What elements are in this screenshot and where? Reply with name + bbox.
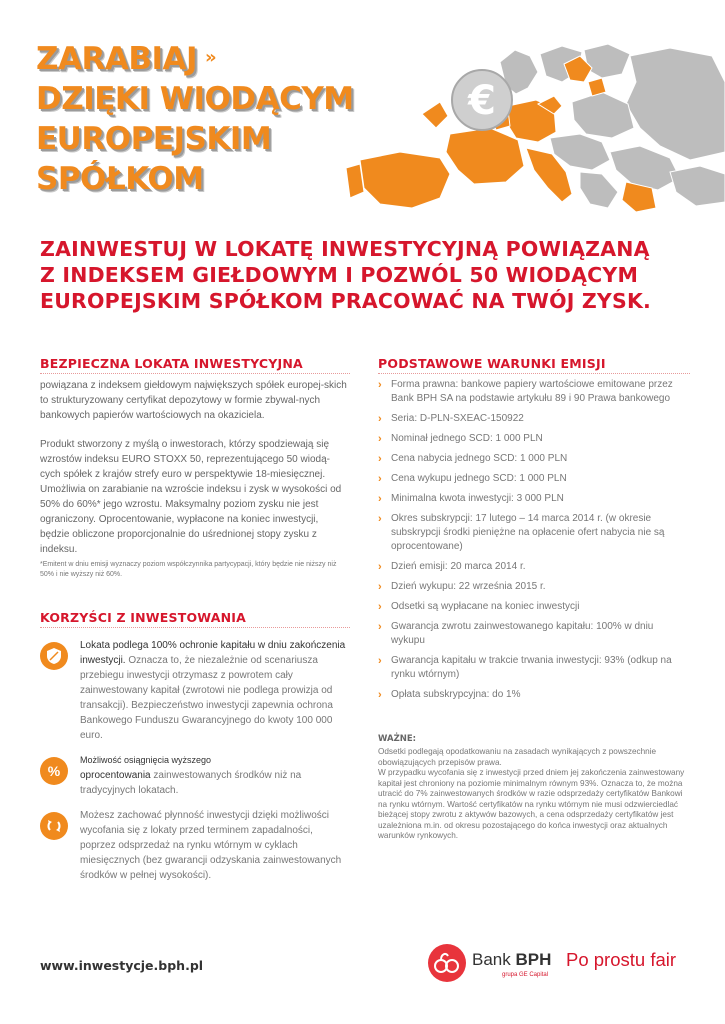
list-item: › Cena nabycia jednego SCD: 1 000 PLN [378, 453, 568, 465]
intro-paragraph: powiązana z indeksem giełdowym największych spółek europej-skich to strukturyzowany certyfikat depozytowy w formie zbywal-nych bankowych papierów wartościowych na okaziciela. [40, 380, 347, 421]
list-item: › Okres subskrypcji: 17 lutego – 14 marca 2014 r. (w okresie subskrypcji środki pieniężne na opłacenie ofert nabycia nie są oprocentowane) [378, 513, 665, 552]
chevron-right-icon: › [378, 689, 382, 701]
benefit-item-protection [40, 638, 350, 743]
important-paragraph-tax: Odsetki podlegają opodatkowaniu na zasadach wynikających z powszechnie obowiązujących przepisów prawa. [378, 747, 657, 767]
chevron-right-icon: › [378, 379, 382, 391]
hero-title-line-3: EUROPEJSKIM [36, 121, 272, 157]
list-item: › Opłata subskrypcyjna: do 1% [378, 689, 521, 701]
chevron-right-icon: › [378, 621, 382, 633]
hero-title-line-1: ZARABIAJ » [36, 41, 217, 77]
list-item: › Forma prawna: bankowe papiery wartościowe emitowane przez Bank BPH SA na podstawie artykułu 89 i 90 Prawa bankowego [378, 379, 673, 404]
chevron-right-icon: › [378, 453, 382, 465]
conditions-list [378, 378, 690, 702]
chevron-right-icon: › [378, 473, 382, 485]
europe-map-illustration [340, 42, 725, 217]
euro-coin-icon [452, 70, 512, 130]
list-item: › Minimalna kwota inwestycji: 3 000 PLN [378, 493, 564, 505]
section-title-safe-deposit: BEZPIECZNA LOKATA INWESTYCYJNA [40, 356, 350, 374]
headline [40, 236, 700, 314]
bph-logo-icon [428, 944, 466, 982]
chevron-right-icon: › [378, 413, 382, 425]
list-item: › Nominał jednego SCD: 1 000 PLN [378, 433, 543, 445]
list-item: › Cena wykupu jednego SCD: 1 000 PLN [378, 473, 567, 485]
bank-bph-logo [428, 944, 698, 992]
headline-line-3: EUROPEJSKIM SPÓŁKOM PRACOWAĆ NA TWÓJ ZYSK. [40, 289, 652, 313]
chevron-right-icon: › [378, 655, 382, 667]
section-title-conditions: PODSTAWOWE WARUNKI EMISJI [378, 356, 690, 374]
group-label: grupa GE Capital [502, 972, 549, 978]
benefit-text-protection: Lokata podlega 100% ochronie kapitału w dniu zakończenia inwestycji. Oznacza to, że niezależnie od scenariusza przebiegu inwestycji otrzymasz z powrotem cały zainwestowany kapitał (zwrotowi nie podlega prowizja od transakcji). Bezpieczeństwo inwestycji zapewnia ochrona Bankowego Funduszu Gwarancyjnego do kwoty 100 000 euro. [80, 640, 346, 741]
left-column [40, 356, 350, 883]
percent-icon: % [40, 757, 68, 785]
important-notice [378, 734, 690, 842]
list-item: › Odsetki są wypłacane na koniec inwestycji [378, 601, 580, 613]
shield-icon [40, 642, 68, 670]
list-item: › Seria: D-PLN-SXEAC-150922 [378, 413, 524, 425]
chevron-right-icon: › [378, 601, 382, 613]
product-paragraph: Produkt stworzony z myślą o inwestorach, którzy spodziewają się wzrostów indeksu EURO STOXX 50, reprezentującego 50 wiodą-cych spółek z krajów strefy euro w perspektywie 18-miesięcznej. Umożliwia on zarabianie na wzroście indeksu i zysk w wysokości od 50% do 60%* jego wzrostu. Maksymalny poziom zysku nie jest ograniczony. Oprocentowanie, wypłacone na koniec inwestycji, będzie obliczone proporcjonalnie do uśrednionej stopy zysku z indeksu. [40, 439, 342, 555]
chevron-right-icon: › [378, 513, 382, 525]
benefit-text-interest: Możliwość osiągnięcia wyższego oprocentowania zainwestowanych środków niż na tradycyjnych lokatach. [80, 755, 302, 796]
bank-name: Bank BPH [472, 950, 552, 969]
footnote: *Emitent w dniu emisji wyznaczy poziom współczynnika partycypacji, który będzie nie niższy niż 50% i nie wyższy niż 60%. [40, 561, 337, 578]
list-item: › Gwarancja kapitału w trakcie trwania inwestycji: 93% (odkup na rynku wtórnym) [378, 655, 672, 680]
headline-line-1: ZAINWESTUJ W LOKATĘ INWESTYCYJNĄ POWIĄZANĄ [40, 237, 650, 261]
important-paragraph-withdrawal: W przypadku wycofania się z inwestycji przed dniem jej zakończenia zainwestowany kapitał jest chroniony na poziomie minimalnym równym 93%. Oznacza to, że można utracić do 7% zainwestowanych środków w razie odsprzedaży certyfikatów Bankowi na rynku wtórnym. Wartość certyfikatów na rynku wtórnym nie musi odzwierciedlać bieżącej stopy zwrotu z aktywów bazowych, a cena odsprzedaży certyfikatów jest uzależniona m.in. od okresu pozostającego do końca inwestycji oraz aktualnych warunków rynkowych. [378, 768, 685, 840]
right-column [378, 356, 690, 842]
refresh-icon [40, 812, 68, 840]
benefit-item-liquidity [40, 808, 350, 883]
list-item: › Gwarancja zwrotu zainwestowanego kapitału: 100% w dniu wykupu [378, 621, 654, 646]
section-title-benefits: KORZYŚCI Z INWESTOWANIA [40, 610, 350, 628]
list-item: › Dzień emisji: 20 marca 2014 r. [378, 561, 526, 573]
hero-title [36, 38, 356, 199]
svg-text:€: € [468, 78, 496, 124]
chevron-right-icon: › [378, 581, 382, 593]
hero-title-line-4: SPÓŁKOM [36, 161, 204, 197]
list-item: › Dzień wykupu: 22 września 2015 r. [378, 581, 546, 593]
headline-line-2: Z INDEKSEM GIEŁDOWYM I POZWÓL 50 WIODĄCYM [40, 263, 639, 287]
chevron-right-icon: › [378, 561, 382, 573]
benefit-text-liquidity: Możesz zachować płynność inwestycji dzięki możliwości wycofania się z lokaty przed terminem zapadalności, poprzez odsprzedaż na rynku wtórnym w cyklach miesięcznych (bez gwarancji odzyskania zainwestowanych środków w pełnej wysokości). [80, 810, 342, 881]
important-title: WAŻNE: [378, 734, 417, 744]
hero-title-line-2: DZIĘKI WIODĄCYM [36, 81, 354, 117]
double-chevron-icon: » [205, 47, 217, 68]
chevron-right-icon: › [378, 493, 382, 505]
slogan: Po prostu fair [566, 949, 677, 970]
benefit-item-interest [40, 753, 350, 798]
chevron-right-icon: › [378, 433, 382, 445]
website-link[interactable]: www.inwestycje.bph.pl [40, 958, 204, 973]
